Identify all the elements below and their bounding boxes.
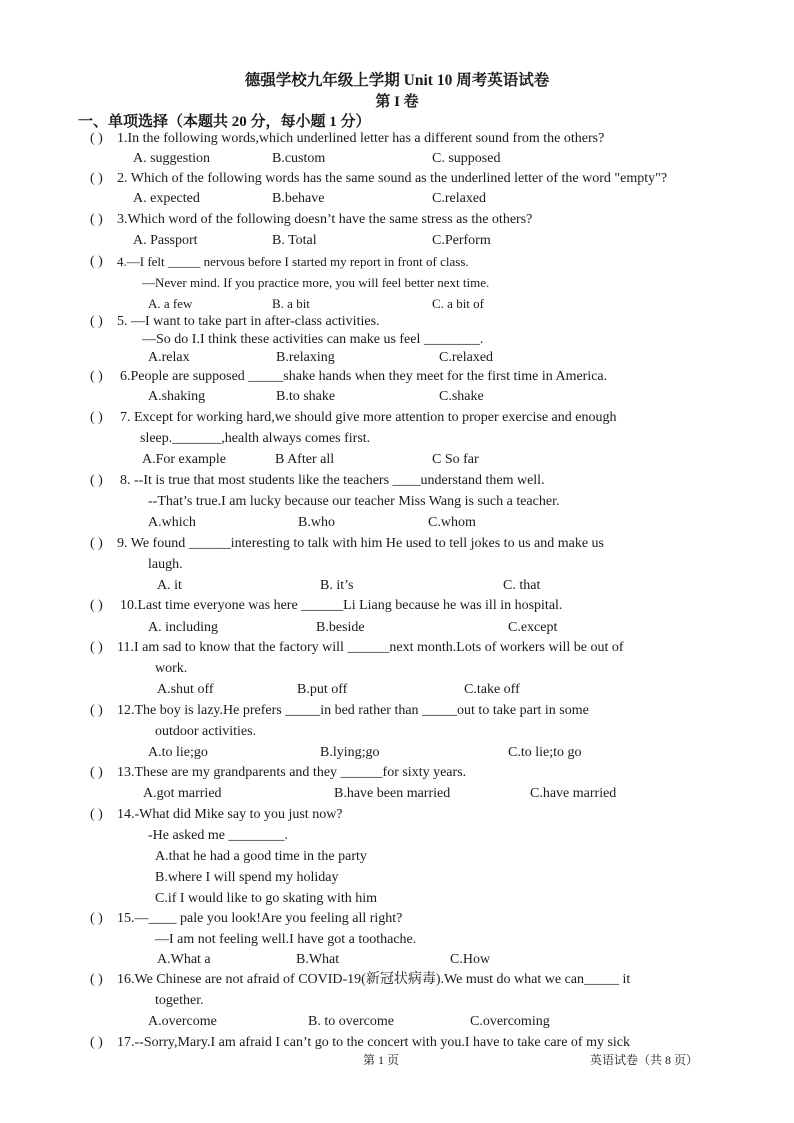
answer-option: A. a few — [148, 296, 193, 311]
question-stem: 6.People are supposed _____shake hands when they meet for the first time in America. — [120, 369, 608, 384]
question-stem: 13.These are my grandparents and they ______for sixty years. — [117, 765, 467, 780]
answer-option: A. including — [148, 620, 218, 635]
answer-option: B. it’s — [320, 578, 354, 593]
answer-option: B After all — [275, 452, 335, 467]
answer-bracket[interactable]: ( ) — [90, 171, 103, 186]
answer-option: A.to lie;go — [148, 745, 208, 760]
question-stem: 3.Which word of the following doesn’t have the same stress as the others? — [117, 212, 533, 227]
question-stem-continued: work. — [155, 661, 188, 676]
answer-bracket[interactable]: ( ) — [90, 314, 103, 329]
answer-bracket[interactable]: ( ) — [90, 410, 103, 425]
section-heading: 一、单项选择（本题共 20 分，每小题 1 分） — [78, 114, 371, 130]
answer-option: B.have been married — [334, 786, 451, 801]
answer-option: A.For example — [142, 452, 226, 467]
answer-bracket[interactable]: ( ) — [90, 703, 103, 718]
question-stem: 9. We found ______interesting to talk with him He used to tell jokes to us and make us — [117, 536, 604, 551]
answer-option: B.who — [298, 515, 335, 530]
question-stem-continued: -He asked me ________. — [148, 828, 288, 843]
answer-option: B.behave — [272, 191, 325, 206]
question-stem: 11.I am sad to know that the factory will ______next month.Lots of workers will be out of — [117, 640, 624, 655]
question-stem-continued: --That’s true.I am lucky because our teacher Miss Wang is such a teacher. — [148, 494, 560, 509]
answer-option: C.whom — [428, 515, 476, 530]
answer-option: C.relaxed — [432, 191, 487, 206]
question-stem-continued: —So do I.I think these activities can make us feel ________. — [142, 332, 484, 347]
answer-option: C. supposed — [432, 151, 501, 166]
answer-option: A. suggestion — [133, 151, 210, 166]
answer-option: B.to shake — [276, 389, 336, 404]
answer-option: B. a bit — [272, 296, 310, 311]
answer-option: B.put off — [297, 682, 348, 697]
answer-option: A. it — [157, 578, 182, 593]
answer-option: C.How — [450, 952, 491, 967]
question-stem-continued: sleep._______,health always comes first. — [140, 431, 371, 446]
page-total: 英语试卷（共 8 页） — [590, 1053, 699, 1067]
page-number: 第 1 页 — [363, 1053, 400, 1067]
answer-option: B.lying;go — [320, 745, 380, 760]
answer-option: A.What a — [157, 952, 211, 967]
answer-option: C. that — [503, 578, 541, 593]
question-stem: 15.—____ pale you look!Are you feeling all right? — [117, 911, 403, 926]
answer-bracket[interactable]: ( ) — [90, 254, 103, 269]
question-stem: 2. Which of the following words has the same sound as the underlined letter of the word "empty"? — [117, 171, 668, 186]
answer-option: C.take off — [464, 682, 520, 697]
answer-option: C.relaxed — [439, 350, 494, 365]
answer-bracket[interactable]: ( ) — [90, 598, 103, 613]
question-stem: 8. --It is true that most students like the teachers ____understand them well. — [120, 473, 545, 488]
answer-option: A.shaking — [148, 389, 206, 404]
answer-option: B.beside — [316, 620, 365, 635]
answer-bracket[interactable]: ( ) — [90, 911, 103, 926]
answer-bracket[interactable]: ( ) — [90, 807, 103, 822]
question-stem: 5. —I want to take part in after-class activities. — [117, 314, 380, 329]
question-stem: 16.We Chinese are not afraid of COVID-19(新冠状病毒).We must do what we can_____ it — [117, 972, 631, 987]
answer-bracket[interactable]: ( ) — [90, 765, 103, 780]
question-stem: 10.Last time everyone was here ______Li Liang because he was ill in hospital. — [120, 598, 563, 613]
question-stem: 1.In the following words,which underlined letter has a different sound from the others? — [117, 131, 605, 146]
answer-option: A.which — [148, 515, 196, 530]
question-stem: 14.-What did Mike say to you just now? — [117, 807, 343, 822]
answer-option: C.except — [508, 620, 558, 635]
answer-bracket[interactable]: ( ) — [90, 1035, 103, 1050]
question-stem-continued: —I am not feeling well.I have got a toothache. — [155, 932, 417, 947]
answer-option: B. to overcome — [308, 1014, 394, 1029]
answer-option: C.overcoming — [470, 1014, 550, 1029]
answer-option: C.have married — [530, 786, 617, 801]
answer-option: C. a bit of — [432, 296, 484, 311]
answer-option: C.Perform — [432, 233, 491, 248]
answer-option: B. Total — [272, 233, 317, 248]
answer-option: B.where I will spend my holiday — [155, 870, 339, 885]
answer-option: B.What — [296, 952, 340, 967]
answer-option: A. Passport — [133, 233, 198, 248]
answer-option: C.shake — [439, 389, 484, 404]
question-stem: 17.--Sorry,Mary.I am afraid I can’t go to the concert with you.I have to take care of my sick — [117, 1035, 631, 1050]
question-stem-continued: together. — [155, 993, 204, 1008]
answer-bracket[interactable]: ( ) — [90, 536, 103, 551]
question-stem: 4.—I felt _____ nervous before I started my report in front of class. — [117, 254, 469, 269]
answer-bracket[interactable]: ( ) — [90, 972, 103, 987]
answer-option: A.relax — [148, 350, 190, 365]
question-stem-continued: outdoor activities. — [155, 724, 257, 739]
answer-bracket[interactable]: ( ) — [90, 473, 103, 488]
answer-bracket[interactable]: ( ) — [90, 640, 103, 655]
exam-part-title: 第 I 卷 — [375, 94, 419, 110]
answer-bracket[interactable]: ( ) — [90, 131, 103, 146]
answer-option: B.custom — [272, 151, 326, 166]
question-stem: 12.The boy is lazy.He prefers _____in bed rather than _____out to take part in some — [117, 703, 589, 718]
answer-option: B.relaxing — [276, 350, 335, 365]
answer-option: C So far — [432, 452, 479, 467]
question-stem: 7. Except for working hard,we should give more attention to proper exercise and enough — [120, 410, 617, 425]
answer-option: A.overcome — [148, 1014, 217, 1029]
answer-bracket[interactable]: ( ) — [90, 369, 103, 384]
question-stem-continued: laugh. — [148, 557, 183, 572]
answer-bracket[interactable]: ( ) — [90, 212, 103, 227]
question-stem-continued: —Never mind. If you practice more, you will feel better next time. — [142, 275, 490, 290]
answer-option: C.to lie;to go — [508, 745, 582, 760]
answer-option: A.got married — [143, 786, 222, 801]
answer-option: A.shut off — [157, 682, 214, 697]
exam-title: 德强学校九年级上学期 Unit 10 周考英语试卷 — [244, 72, 550, 89]
answer-option: A. expected — [133, 191, 200, 206]
answer-option: A.that he had a good time in the party — [155, 849, 367, 864]
answer-option: C.if I would like to go skating with him — [155, 891, 378, 906]
